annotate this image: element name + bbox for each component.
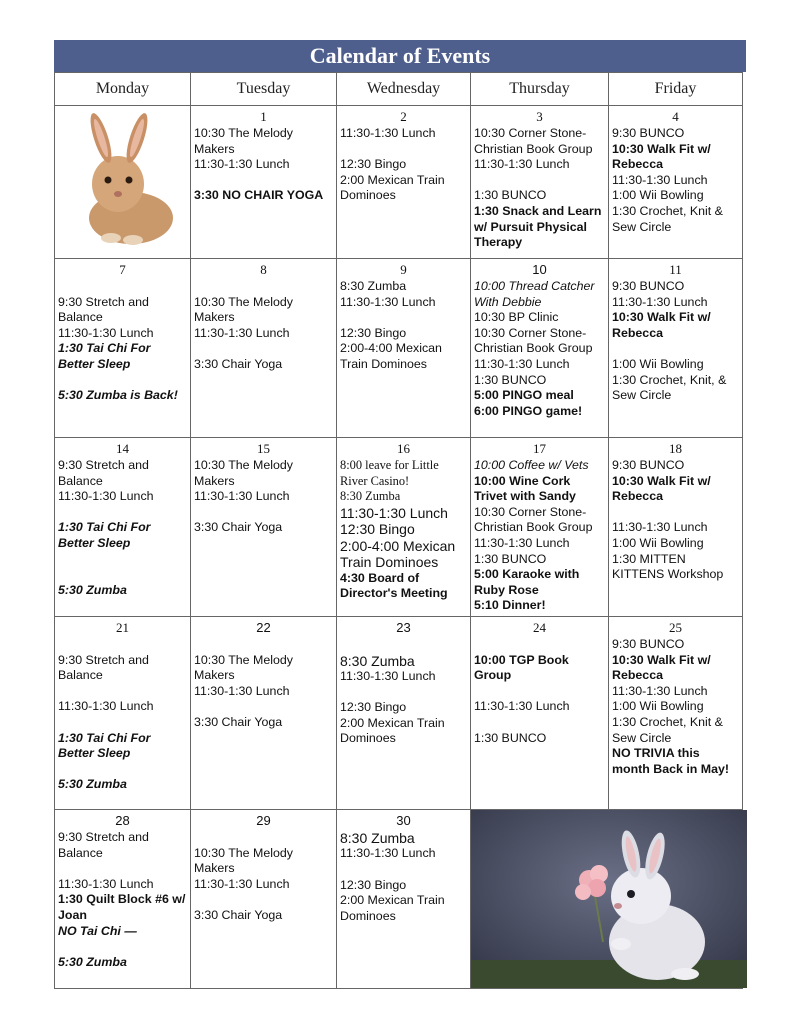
week-row (55, 809, 743, 988)
event: 1:00 Wii Bowling (612, 699, 704, 714)
day-cell (609, 259, 743, 438)
event: 8:30 Zumba (340, 279, 407, 293)
week-row (55, 438, 743, 617)
day-number: 2 (400, 109, 407, 124)
day-number: 7 (119, 262, 126, 277)
event: NO TRIVIA this month Back in May! (612, 746, 730, 776)
week-row (55, 259, 743, 438)
event: 11:30-1:30 Lunch (340, 126, 436, 140)
event: 9:30 BUNCO (612, 279, 685, 293)
event: 10:00 Wine Cork Trivet with Sandy (474, 473, 576, 504)
weekday-header: Thursday (471, 73, 609, 106)
day-cell (191, 616, 337, 809)
event: 1:30 BUNCO (474, 372, 547, 387)
weekday-header: Monday (55, 73, 191, 106)
event: 2:00 Mexican Train Dominoes (340, 172, 445, 203)
day-cell (609, 616, 743, 809)
event: 9:30 Stretch and Balance (58, 294, 149, 325)
event: 11:30-1:30 Lunch (474, 157, 570, 172)
event: 5:00 Karaoke with Ruby Rose (474, 567, 580, 597)
event: 3:30 NO CHAIR YOGA (194, 188, 324, 203)
event: 2:00 Mexican Train Dominoes (340, 893, 445, 923)
event: 1:30 BUNCO (474, 188, 547, 203)
day-number: 30 (396, 812, 411, 828)
event: 10:30 The Melody Makers (194, 126, 293, 156)
weekday-header: Wednesday (337, 73, 471, 106)
event: 11:30-1:30 Lunch (340, 846, 436, 861)
event: 11:30-1:30 Lunch (194, 489, 290, 504)
day-cell (55, 809, 191, 988)
day-cell (337, 259, 471, 438)
event: 10:30 Walk Fit w/ Rebecca (612, 473, 711, 504)
event: 10:30 Walk Fit w/ Rebecca (612, 141, 711, 172)
event: 9:30 Stretch and Balance (58, 829, 149, 860)
event: 9:30 BUNCO (612, 126, 685, 140)
day-number: 23 (396, 619, 411, 635)
event: 1:30 BUNCO (474, 730, 547, 745)
day-cell (191, 438, 337, 617)
event: 10:30 The Melody Makers (194, 458, 293, 488)
event: 4:30 Board of Director's Meeting (340, 570, 448, 601)
bunny-picture-cell (471, 809, 743, 988)
day-cell (55, 616, 191, 809)
event: 6:00 PINGO game! (474, 403, 583, 418)
day-cell (609, 438, 743, 617)
week-row (55, 106, 743, 259)
event: 9:30 Stretch and Balance (58, 458, 149, 488)
event: 12:30 Bingo (340, 157, 407, 172)
event: 11:30-1:30 Lunch (58, 876, 154, 891)
event: 5:30 Zumba (58, 777, 127, 792)
event: 10:30 Corner Stone-Christian Book Group (474, 325, 593, 356)
day-cell (471, 259, 609, 438)
calendar-grid (54, 72, 743, 989)
event: 11:30-1:30 Lunch (340, 504, 448, 521)
event: 11:30-1:30 Lunch (194, 876, 290, 891)
day-cell (471, 106, 609, 259)
day-number: 21 (116, 619, 129, 635)
day-cell (337, 809, 471, 988)
event: 11:30-1:30 Lunch (194, 157, 290, 172)
day-number: 18 (669, 441, 682, 456)
event: 10:00 Thread Catcher With Debbie (474, 279, 595, 309)
event: 9:30 Stretch and Balance (58, 652, 149, 683)
day-cell (337, 438, 471, 617)
day-cell (337, 616, 471, 809)
event: 1:30 Quilt Block #6 w/ Joan (58, 892, 186, 922)
event: 5:30 Zumba is Back! (58, 388, 178, 403)
event: 11:30-1:30 Lunch (340, 294, 436, 309)
weekday-header-row (55, 73, 743, 106)
day-cell (55, 438, 191, 617)
event: 1:30 Tai Chi For Better Sleep (58, 341, 151, 371)
day-number: 14 (116, 441, 129, 456)
event: 12:30 Bingo (340, 521, 415, 538)
day-number: 10 (532, 262, 547, 277)
event: 11:30-1:30 Lunch (612, 683, 708, 698)
event: 12:30 Bingo (340, 700, 407, 715)
event: 8:30 Zumba (340, 829, 415, 846)
day-number: 11 (669, 262, 682, 277)
event: 3:30 Chair Yoga (194, 907, 283, 922)
event: 1:30 Tai Chi For Better Sleep (58, 520, 151, 550)
event: 1:30 BUNCO (474, 551, 547, 566)
event: 2:00-4:00 Mexican Train Dominoes (340, 341, 442, 371)
event: 5:30 Zumba (58, 954, 127, 969)
event: 5:10 Dinner! (474, 598, 546, 613)
day-number: 8 (260, 262, 267, 277)
event: 9:30 BUNCO (612, 636, 685, 651)
day-number: 22 (256, 619, 271, 635)
event: NO Tai Chi — (58, 923, 137, 938)
event: 2:00 Mexican Train Dominoes (340, 715, 445, 746)
event: 11:30-1:30 Lunch (612, 520, 708, 535)
event: 3:30 Chair Yoga (194, 520, 283, 535)
event: 1:00 Wii Bowling (612, 188, 704, 203)
day-number: 1 (260, 109, 267, 124)
event: 11:30-1:30 Lunch (194, 683, 290, 698)
day-cell (609, 106, 743, 259)
day-cell (337, 106, 471, 259)
event: 10:30 BP Clinic (474, 310, 559, 325)
day-number: 28 (115, 812, 130, 828)
event: 5:00 PINGO meal (474, 388, 574, 403)
week-row (55, 616, 743, 809)
event: 1:00 Wii Bowling (612, 356, 704, 371)
weekday-header: Tuesday (191, 73, 337, 106)
day-number: 3 (536, 109, 543, 124)
event: 10:30 The Melody Makers (194, 294, 293, 325)
event: 1:30 Crochet, Knit & Sew Circle (612, 714, 723, 745)
bunny-with-flower-picture (471, 810, 747, 988)
event: 11:30-1:30 Lunch (58, 699, 154, 714)
event: 9:30 BUNCO (612, 458, 685, 472)
event: 1:30 Crochet, Knit, & Sew Circle (612, 372, 727, 403)
day-number: 25 (669, 619, 682, 635)
event: 12:30 Bingo (340, 877, 407, 892)
day-number: 4 (672, 109, 679, 124)
event: 1:30 MITTEN KITTENS Workshop (612, 551, 724, 582)
event: 3:30 Chair Yoga (194, 356, 283, 371)
event: 8:30 Zumba (340, 652, 415, 669)
day-number: 15 (257, 441, 270, 456)
day-number: 9 (400, 262, 407, 277)
rabbit-picture-cell (55, 106, 191, 259)
event: 1:30 Snack and Learn w/ Pursuit Physical Therapy (474, 203, 602, 250)
day-cell (55, 259, 191, 438)
event: 11:30-1:30 Lunch (474, 535, 570, 550)
event: 1:00 Wii Bowling (612, 535, 704, 550)
event: 11:30-1:30 Lunch (612, 172, 708, 187)
event: 2:00-4:00 Mexican Train Dominoes (340, 537, 456, 571)
event: 5:30 Zumba (58, 582, 127, 597)
calendar-title: Calendar of Events (54, 40, 746, 72)
day-number: 24 (533, 619, 546, 635)
rabbit-picture (63, 110, 183, 250)
event: 11:30-1:30 Lunch (612, 294, 708, 309)
day-number: 29 (256, 812, 271, 828)
event: 3:30 Chair Yoga (194, 714, 283, 729)
day-cell (471, 438, 609, 617)
event: 11:30-1:30 Lunch (474, 356, 570, 371)
event: 1:30 Crochet, Knit & Sew Circle (612, 203, 723, 234)
event: 8:00 leave for Little River Casino! (340, 458, 439, 488)
event: 10:00 TGP Book Group (474, 652, 569, 683)
event: 8:30 Zumba (340, 489, 401, 504)
event: 1:30 Tai Chi For Better Sleep (58, 730, 151, 761)
event: 11:30-1:30 Lunch (340, 669, 436, 684)
day-cell (191, 259, 337, 438)
weekday-header: Friday (609, 73, 743, 106)
event: 10:30 The Melody Makers (194, 845, 293, 876)
event: 10:30 Corner Stone-Christian Book Group (474, 126, 593, 156)
event: 10:30 The Melody Makers (194, 652, 293, 683)
event: 10:30 Walk Fit w/ Rebecca (612, 310, 711, 340)
event: 11:30-1:30 Lunch (194, 325, 290, 340)
day-number: 17 (533, 441, 546, 456)
event: 10:30 Corner Stone-Christian Book Group (474, 504, 593, 535)
event: 11:30-1:30 Lunch (474, 699, 570, 714)
day-cell (191, 106, 337, 259)
day-cell (191, 809, 337, 988)
event: 11:30-1:30 Lunch (58, 489, 154, 504)
day-number: 16 (397, 441, 410, 456)
day-cell (471, 616, 609, 809)
event: 10:30 Walk Fit w/ Rebecca (612, 652, 711, 683)
event: 10:00 Coffee w/ Vets (474, 458, 589, 472)
event: 12:30 Bingo (340, 325, 407, 340)
event: 11:30-1:30 Lunch (58, 325, 154, 340)
